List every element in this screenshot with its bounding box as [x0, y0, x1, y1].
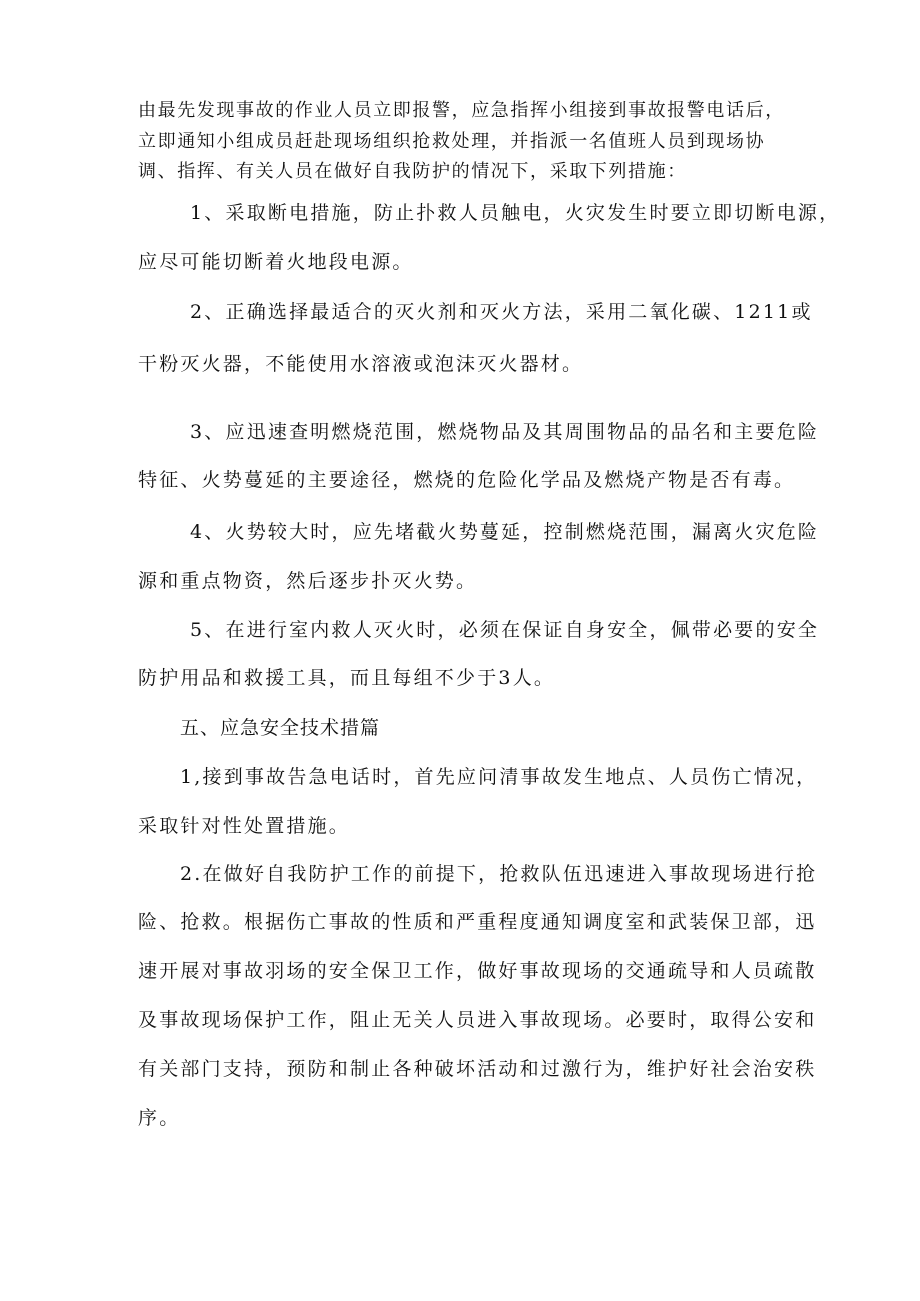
- tech-measure-2-line: 有关部门支持，预防和制止各种破坏活动和过激行为，维护好社会治安秩: [138, 1058, 817, 1080]
- measure-3-line-2: 特征、火势蔓延的主要途径，燃烧的危险化学品及燃烧产物是否有毒。: [138, 469, 796, 491]
- intro-line: 由最先发现事故的作业人员立即报警，应急指挥小组接到事故报警电话后，: [138, 100, 785, 121]
- measure-1-line-1: 1、采取断电措施，防止扑救人员触电，火灾发生时要立即切断电源，: [190, 202, 841, 224]
- measure-4-line-1: 4、火势较大时，应先堵截火势蔓延，控制燃烧范围，漏离火灾危险: [190, 521, 820, 543]
- measure-3-line-1: 3、应迅速查明燃烧范围，燃烧物品及其周围物品的品名和主要危险: [190, 421, 820, 443]
- measure-5-line-2: 防护用品和救援工具，而且每组不少于3人。: [138, 667, 556, 689]
- intro-line: 调、指挥、有关人员在做好自我防护的情况下，采取下列措施：: [138, 161, 687, 182]
- measure-5-line-1: 5、在进行室内救人灭火时，必须在保证自身安全，佩带必要的安全: [190, 619, 820, 641]
- tech-measure-2-line: 序。: [138, 1107, 181, 1129]
- tech-measure-2-line: 速开展对事故羽场的安全保卫工作，做好事故现场的交通疏导和人员疏散: [138, 960, 817, 982]
- tech-measure-1-line: 采取针对性处置措施。: [138, 815, 351, 837]
- tech-measure-2-line: 险、抢救。根据伤亡事故的性质和严重程度通知调度室和武装保卫部，迅: [138, 911, 817, 933]
- measure-2-line-1: 2、正确选择最适合的灭火剂和灭火方法，采用二氧化碳、1211或: [190, 301, 813, 323]
- measure-2-line-2: 干粉灭火器，不能使用水溶液或泡沫灭火器材。: [138, 353, 584, 375]
- tech-measure-2-line: 及事故现场保护工作，阻止无关人员进入事故现场。必要时，取得公安和: [138, 1009, 817, 1031]
- measure-1-line-2: 应尽可能切断着火地段电源。: [138, 251, 414, 273]
- measure-4-line-2: 源和重点物资，然后逐步扑灭火势。: [138, 570, 478, 592]
- tech-measure-1-line: 1,接到事故告急电话时，首先应问清事故发生地点、人员伤亡情况，: [180, 766, 818, 788]
- tech-measure-2-line: 2.在做好自我防护工作的前提下，抢救队伍迅速进入事故现场进行抢: [180, 863, 818, 885]
- section-heading: 五、应急安全技术措篇: [180, 717, 381, 739]
- intro-line: 立即通知小组成员赶赴现场组织抢救处理，并指派一名值班人员到现场协: [138, 131, 766, 152]
